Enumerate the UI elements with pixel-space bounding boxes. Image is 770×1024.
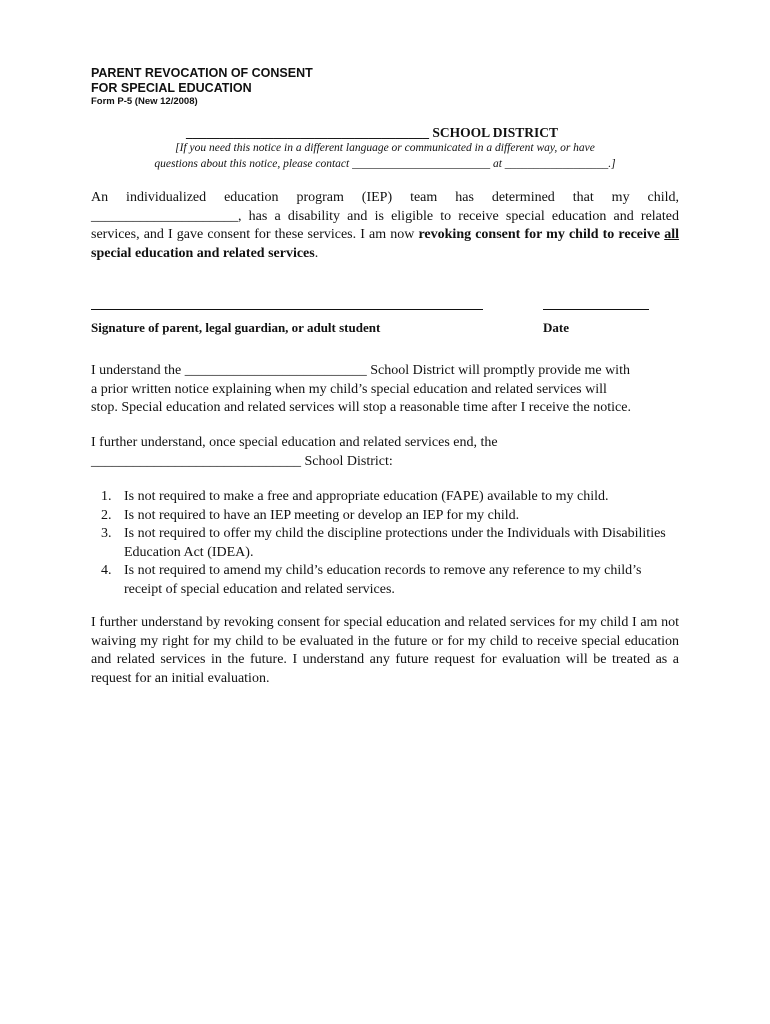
contact-info-blank[interactable]: __________________ [504,158,609,170]
all-underlined: all [664,227,680,242]
signature-label: Signature of parent, legal guardian, or adult student [91,320,381,335]
iep-determination-paragraph [91,189,679,263]
district-name-blank-2[interactable]: ______________________________ [91,453,301,469]
services-end-paragraph [91,434,679,471]
paragraph3-line2 [91,453,679,472]
language-notice-line2 [100,158,670,170]
list-number: 4. [101,563,112,578]
paragraph2-start: I understand the [91,363,185,378]
list-text: Is not required to offer my child the discipline protections under the Individuals with Disabilities Education Act (IDEA). [124,526,666,560]
paragraph3-line1: I further understand, once special education and related services end, the [91,435,498,450]
list-text: Is not required to make a free and appropriate education (FAPE) available to my child. [124,489,609,504]
revocation-part2: special education and related services [91,245,315,261]
list-item [91,562,679,599]
list-item [91,507,679,526]
paragraph1-middle: , has a disability and is eligible to receive special education and related services, and I gave consent for these services. I am now [91,208,679,242]
form-title-line1: PARENT REVOCATION OF CONSENT [91,66,313,80]
list-number: 2. [101,507,112,523]
notice-at: at [490,158,505,170]
paragraph2-line1 [91,362,679,381]
school-district-blank[interactable]: ____________________________________ [186,125,429,140]
contact-name-blank[interactable]: ________________________ [352,158,491,170]
paragraph2-line1-end: School District will promptly provide me with [366,363,630,378]
list-text: Is not required to amend my child’s education records to remove any reference to my child’s receipt of special education and related services. [124,563,642,597]
district-name-blank[interactable]: __________________________ [184,363,367,378]
paragraph3-line2-end: School District: [301,453,393,469]
signature-line[interactable] [91,309,483,310]
school-district-label: SCHOOL DISTRICT [432,125,559,140]
school-district-line [186,125,558,141]
list-number: 3. [101,526,112,541]
language-notice-line1: [If you need this notice in a different language or communicated in a different way, or have [175,142,595,154]
form-title-line2: FOR SPECIAL EDUCATION [91,81,252,95]
date-label: Date [543,320,569,335]
list-item [91,488,679,507]
notice-suffix: .] [608,158,616,170]
list-text: Is not required to have an IEP meeting or develop an IEP for my child. [124,507,520,523]
paragraph1-intro: An individualized education program (IEP) team has determined that my child, [91,190,679,205]
notice-prefix: questions about this notice, please contact [154,158,353,170]
list-item [91,525,679,562]
paragraph2-line2: a prior written notice explaining when my child’s special education and related services will [91,381,607,397]
district-obligations-list [91,488,679,599]
form-id: Form P-5 (New 12/2008) [91,96,198,107]
evaluation-rights-paragraph: I further understand by revoking consent for special education and related services for my child I am not waiving my right for my child to be evaluated in the future or for my child to receive special education and related services in the future. I understand any future request for evaluation will be treated as a request for an initial evaluation. [91,615,679,686]
prior-notice-paragraph [91,362,679,418]
list-number: 1. [101,489,112,504]
paragraph2-line3: stop. Special education and related services will stop a reasonable time after I receive the notice. [91,400,631,415]
child-name-blank[interactable]: _____________________ [91,208,238,224]
revocation-part1: revoking consent for my child to receive [418,227,665,242]
date-line[interactable] [543,309,649,310]
paragraph1-end: . [314,245,319,261]
